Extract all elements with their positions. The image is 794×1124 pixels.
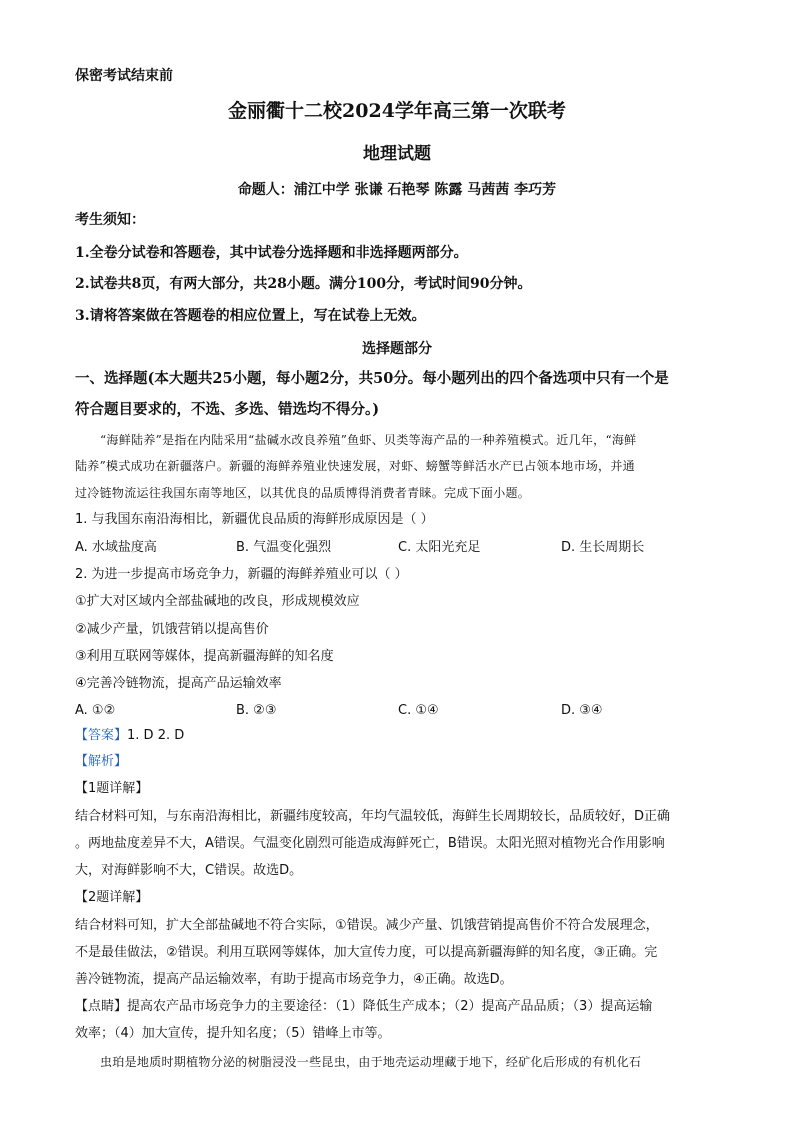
tip-label: 【点睛】 — [75, 999, 128, 1014]
material-line: “海鲜陆养”是指在内陆采用“盐碱水改良养殖”鱼虾、贝类等海产品的一种养殖模式。近几年，“海鲜 — [100, 433, 637, 447]
question-2-stem: 2. 为进一步提高市场竞争力，新疆的海鲜养殖业可以（ ） — [75, 567, 408, 582]
notice-heading: 考生须知： — [75, 212, 145, 228]
q1-option-c: C. 太阳光充足 — [398, 540, 481, 555]
q2-statement: ④完善冷链物流，提高产品运输效率 — [75, 676, 282, 691]
exam-title: 金丽衢十二校2024学年高三第一次联考 — [228, 100, 566, 122]
q2-analysis-line: 结合材料可知，扩大全部盐碱地不符合实际，①错误。减少产量、饥饿营销提高售价不符合发展理念， — [75, 918, 659, 933]
authors-line: 命题人：浦江中学 张谦 石艳琴 陈露 马茜茜 李巧芳 — [237, 182, 557, 198]
tip-line — [75, 997, 652, 1017]
material-line: 过冷链物流运往我国东南等地区，以其优良的品质博得消费者青睐。完成下面小题。 — [75, 486, 531, 500]
q1-analysis-line: 结合材料可知，与东南沿海相比，新疆纬度较高，年均气温较低，海鲜生长周期较长，品质较好，D正确 — [75, 809, 671, 824]
answer-line — [75, 726, 184, 746]
tip-text: 提高农产品市场竞争力的主要途径：（1）降低生产成本；（2）提高产品品质；（3）提高运输 — [127, 999, 653, 1014]
q1-analysis-line: 大，对海鲜影响不大，C错误。故选D。 — [75, 863, 303, 878]
notice-item: 2.试卷共8页，有两大部分，共28小题。满分100分，考试时间90分钟。 — [75, 276, 532, 292]
q2-statement: ③利用互联网等媒体，提高新疆海鲜的知名度 — [75, 649, 334, 664]
q2-analysis-heading: 【2题详解】 — [75, 890, 149, 905]
answer-label: 【答案】 — [75, 728, 128, 743]
analysis-label: 【解析】 — [75, 754, 128, 769]
q2-analysis-line: 善冷链物流，提高产品运输效率，有助于提高市场竞争力，④正确。故选D。 — [75, 972, 513, 987]
section-instruction: 符合题目要求的，不选、多选、错选均不得分。) — [75, 401, 380, 418]
q1-option-d: D. 生长周期长 — [561, 540, 645, 555]
q1-option-b: B. 气温变化强烈 — [236, 540, 332, 555]
confidential-label: 保密考试结束前 — [75, 68, 173, 84]
notice-item: 1.全卷分试卷和答题卷，其中试卷分选择题和非选择题两部分。 — [75, 245, 468, 261]
q2-statement: ①扩大对区域内全部盐碱地的改良，形成规模效应 — [75, 594, 360, 609]
q1-analysis-line: 。两地盐度差异不大，A错误。气温变化剧烈可能造成海鲜死亡，B错误。太阳光照对植物光合作用影响 — [75, 836, 665, 851]
answer-text: 1. D 2. D — [127, 728, 185, 743]
next-material-line: 虫珀是地质时期植物分泌的树脂浸没一些昆虫，由于地壳运动埋藏于地下，经矿化后形成的有机化石 — [100, 1055, 642, 1069]
q2-option-a: A. ①② — [75, 703, 116, 718]
q2-option-d: D. ③④ — [561, 703, 603, 718]
material-line: 陆养”模式成功在新疆落户。新疆的海鲜养殖业快速发展，对虾、螃蟹等鲜活水产已占领本地市场，并通 — [75, 459, 635, 473]
question-1-stem: 1. 与我国东南沿海相比，新疆优良品质的海鲜形成原因是（ ） — [75, 512, 434, 527]
q2-statement: ②减少产量，饥饿营销以提高售价 — [75, 622, 269, 637]
q2-option-b: B. ②③ — [236, 703, 277, 718]
q2-option-c: C. ①④ — [398, 703, 439, 718]
q1-analysis-heading: 【1题详解】 — [75, 781, 149, 796]
notice-item: 3.请将答案做在答题卷的相应位置上，写在试卷上无效。 — [75, 308, 426, 324]
tip-line: 效率；（4）加大宣传，提升知名度；（5）错峰上市等。 — [75, 1026, 391, 1041]
section-instruction: 一、选择题(本大题共25小题，每小题2分，共50分。每小题列出的四个备选项中只有一个是 — [75, 370, 669, 387]
q2-analysis-line: 不是最佳做法，②错误。利用互联网等媒体，加大宣传力度，可以提高新疆海鲜的知名度，③正确。完 — [75, 945, 658, 960]
paper-subtitle: 地理试题 — [363, 144, 431, 164]
q1-option-a: A. 水域盐度高 — [75, 540, 157, 555]
section-title: 选择题部分 — [362, 341, 432, 357]
